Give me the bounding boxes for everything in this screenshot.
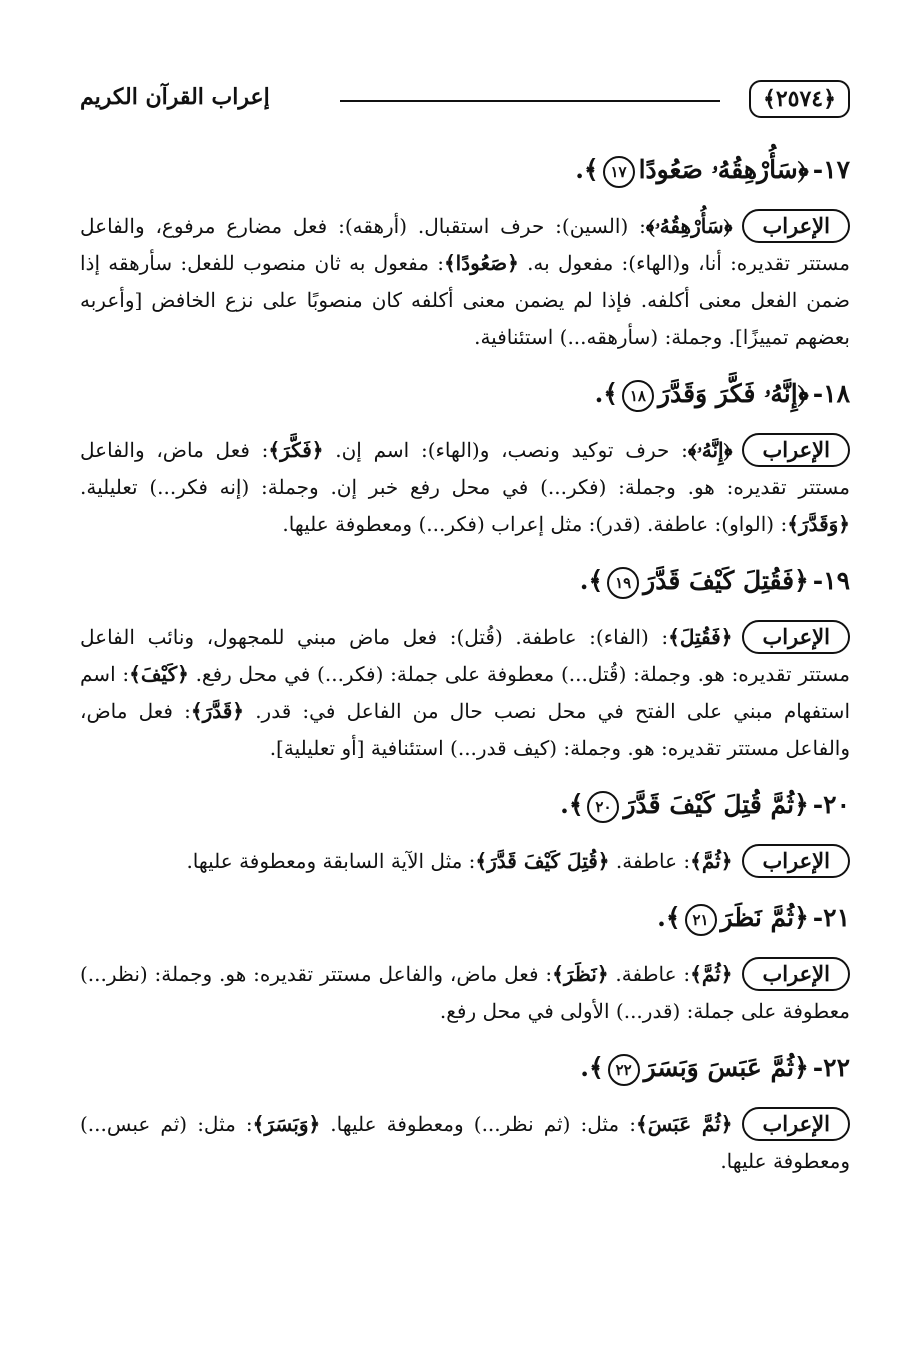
irab-paragraph <box>80 1106 850 1180</box>
verse-text: ﴿ثُمَّ نَظَرَ <box>720 903 809 932</box>
quran-word: ﴿إِنَّهُۥ﴾ <box>687 438 733 462</box>
irab-label: الإعراب <box>742 844 850 878</box>
verse-end: ﴾. <box>560 790 584 819</box>
quran-word: ﴿سَأُرْهِقُهُۥ﴾ <box>645 214 733 238</box>
irab-label: الإعراب <box>742 433 850 467</box>
verse-end: ﴾. <box>657 903 681 932</box>
irab-paragraph <box>80 208 850 356</box>
irab-text: : عاطفة. <box>609 849 691 873</box>
irab-text: : (الواو): عاطفة. (قدر): مثل إعراب (فكر...) ومعطوفة عليها. <box>282 512 788 536</box>
verse-line <box>80 898 850 938</box>
verse-line <box>80 785 850 825</box>
ayah-number-badge: ١٩ <box>607 567 639 599</box>
irab-paragraph <box>80 843 850 880</box>
irab-text: : (السين): حرف استقبال. (أرهقه): فعل مضارع مرفوع، والفاعل مستتر تقديره: أنا، و(الهاء): مفعول به. <box>80 214 850 275</box>
book-title: إعراب القرآن الكريم <box>80 84 270 110</box>
verse-section <box>80 374 850 543</box>
page-content <box>80 150 850 1198</box>
verse-end: ﴾. <box>580 1053 604 1082</box>
verse-end: ﴾. <box>579 566 604 595</box>
irab-text: : اسم استفهام مبني على الفتح في محل نصب حال من الفاعل في: قدر. <box>80 662 851 723</box>
ayah-number-badge: ٢٢ <box>608 1054 640 1086</box>
header-rule <box>340 100 720 102</box>
ayah-number-badge: ١٧ <box>603 156 635 188</box>
verse-number: ١٩- <box>812 566 850 595</box>
irab-text: : مثل الآية السابقة ومعطوفة عليها. <box>186 849 476 873</box>
verse-line <box>80 374 850 414</box>
verse-line <box>80 561 850 601</box>
irab-text: : (الفاء): عاطفة. (قُتل): فعل ماض مبني للمجهول، ونائب الفاعل مستتر تقديره: هو. وجملة: (قُتل...) معطوفة على جملة: (فكر...) في محل رفع. <box>80 625 850 686</box>
verse-end: ﴾. <box>575 155 599 184</box>
verse-section <box>80 150 850 356</box>
verse-section <box>80 561 850 767</box>
verse-line <box>80 1048 850 1088</box>
irab-paragraph <box>80 432 850 543</box>
verse-text: ﴿إِنَّهُۥ فَكَّرَ وَقَدَّرَ <box>657 379 809 408</box>
verse-number: ١٧- <box>812 155 850 184</box>
irab-text: : مفعول به ثان منصوب للفعل: سأرهقه إذا ضمن الفعل معنى أكلفه. فإذا لم يضمن معنى أكلفه كان منصوبًا على نزع الخافض [وأعربه بعضهم تمييزًا]. وجملة: (سأرهقه...) استئنافية. <box>80 251 850 349</box>
quran-word: ﴿ثُمَّ عَبَسَ﴾ <box>635 1112 733 1136</box>
verse-section <box>80 898 850 1030</box>
quran-word: ﴿قَدَّرَ﴾ <box>190 699 245 723</box>
quran-word: ﴿صَعُودًا﴾ <box>443 251 519 275</box>
quran-word: ﴿وَبَسَرَ﴾ <box>252 1112 321 1136</box>
quran-word: ﴿وَقَدَّرَ﴾ <box>787 512 850 536</box>
quran-word: ﴿كَيْفَ﴾ <box>129 662 189 686</box>
ayah-number-badge: ٢١ <box>685 904 717 936</box>
irab-paragraph <box>80 956 850 1030</box>
verse-end: ﴾. <box>594 379 618 408</box>
irab-text: : فعل ماض، والفاعل مستتر تقديره: هو. وجملة: (نظر...) معطوفة على جملة: (قدر...) الأولى في محل رفع. <box>80 962 850 1023</box>
quran-word: ﴿فَقُتِلَ﴾ <box>668 625 733 649</box>
irab-text: : حرف توكيد ونصب، و(الهاء): اسم إن. <box>323 438 688 462</box>
verse-number: ٢٢- <box>812 1053 850 1082</box>
verse-text: ﴿ثُمَّ عَبَسَ وَبَسَرَ <box>643 1053 809 1082</box>
verse-number: ١٨- <box>812 379 850 408</box>
verse-number: ٢١- <box>812 903 850 932</box>
quran-word: ﴿ثُمَّ﴾ <box>690 849 733 873</box>
page-number: ﴿٢٥٧٤﴾ <box>749 80 850 118</box>
quran-word: ﴿ثُمَّ﴾ <box>690 962 733 986</box>
ayah-number-badge: ٢٠ <box>587 791 619 823</box>
ayah-number-badge: ١٨ <box>622 380 654 412</box>
verse-text: ﴿فَقُتِلَ كَيْفَ قَدَّرَ <box>643 566 809 595</box>
verse-section <box>80 1048 850 1180</box>
page-header <box>60 78 850 128</box>
verse-line <box>80 150 850 190</box>
quran-word: ﴿قُتِلَ كَيْفَ قَدَّرَ﴾ <box>475 849 610 873</box>
verse-section <box>80 785 850 880</box>
irab-label: الإعراب <box>742 1107 850 1141</box>
irab-text: : مثل: (ثم عبس...) ومعطوفة عليها. <box>80 1112 850 1173</box>
irab-text: : عاطفة. <box>608 962 691 986</box>
irab-paragraph <box>80 619 850 767</box>
verse-text: ﴿ثُمَّ قُتِلَ كَيْفَ قَدَّرَ <box>623 790 809 819</box>
irab-text: : فعل ماض، والفاعل مستتر تقديره: هو. وجملة: (فكر...) في محل رفع خبر إن. وجملة: (إنه فكر...) تعليلية. <box>80 438 850 499</box>
irab-label: الإعراب <box>742 620 850 654</box>
irab-text: : فعل ماض، والفاعل مستتر تقديره: هو. وجملة: (كيف قدر...) استئنافية [أو تعليلية]. <box>80 699 850 760</box>
quran-word: ﴿فَكَّرَ﴾ <box>268 438 324 462</box>
quran-word: ﴿نَظَرَ﴾ <box>552 962 609 986</box>
irab-text: : مثل: (ثم نظر...) ومعطوفة عليها. <box>320 1112 636 1136</box>
irab-label: الإعراب <box>742 957 850 991</box>
irab-label: الإعراب <box>742 209 850 243</box>
verse-number: ٢٠- <box>812 790 850 819</box>
verse-text: ﴿سَأُرْهِقُهُۥ صَعُودًا <box>638 155 809 184</box>
